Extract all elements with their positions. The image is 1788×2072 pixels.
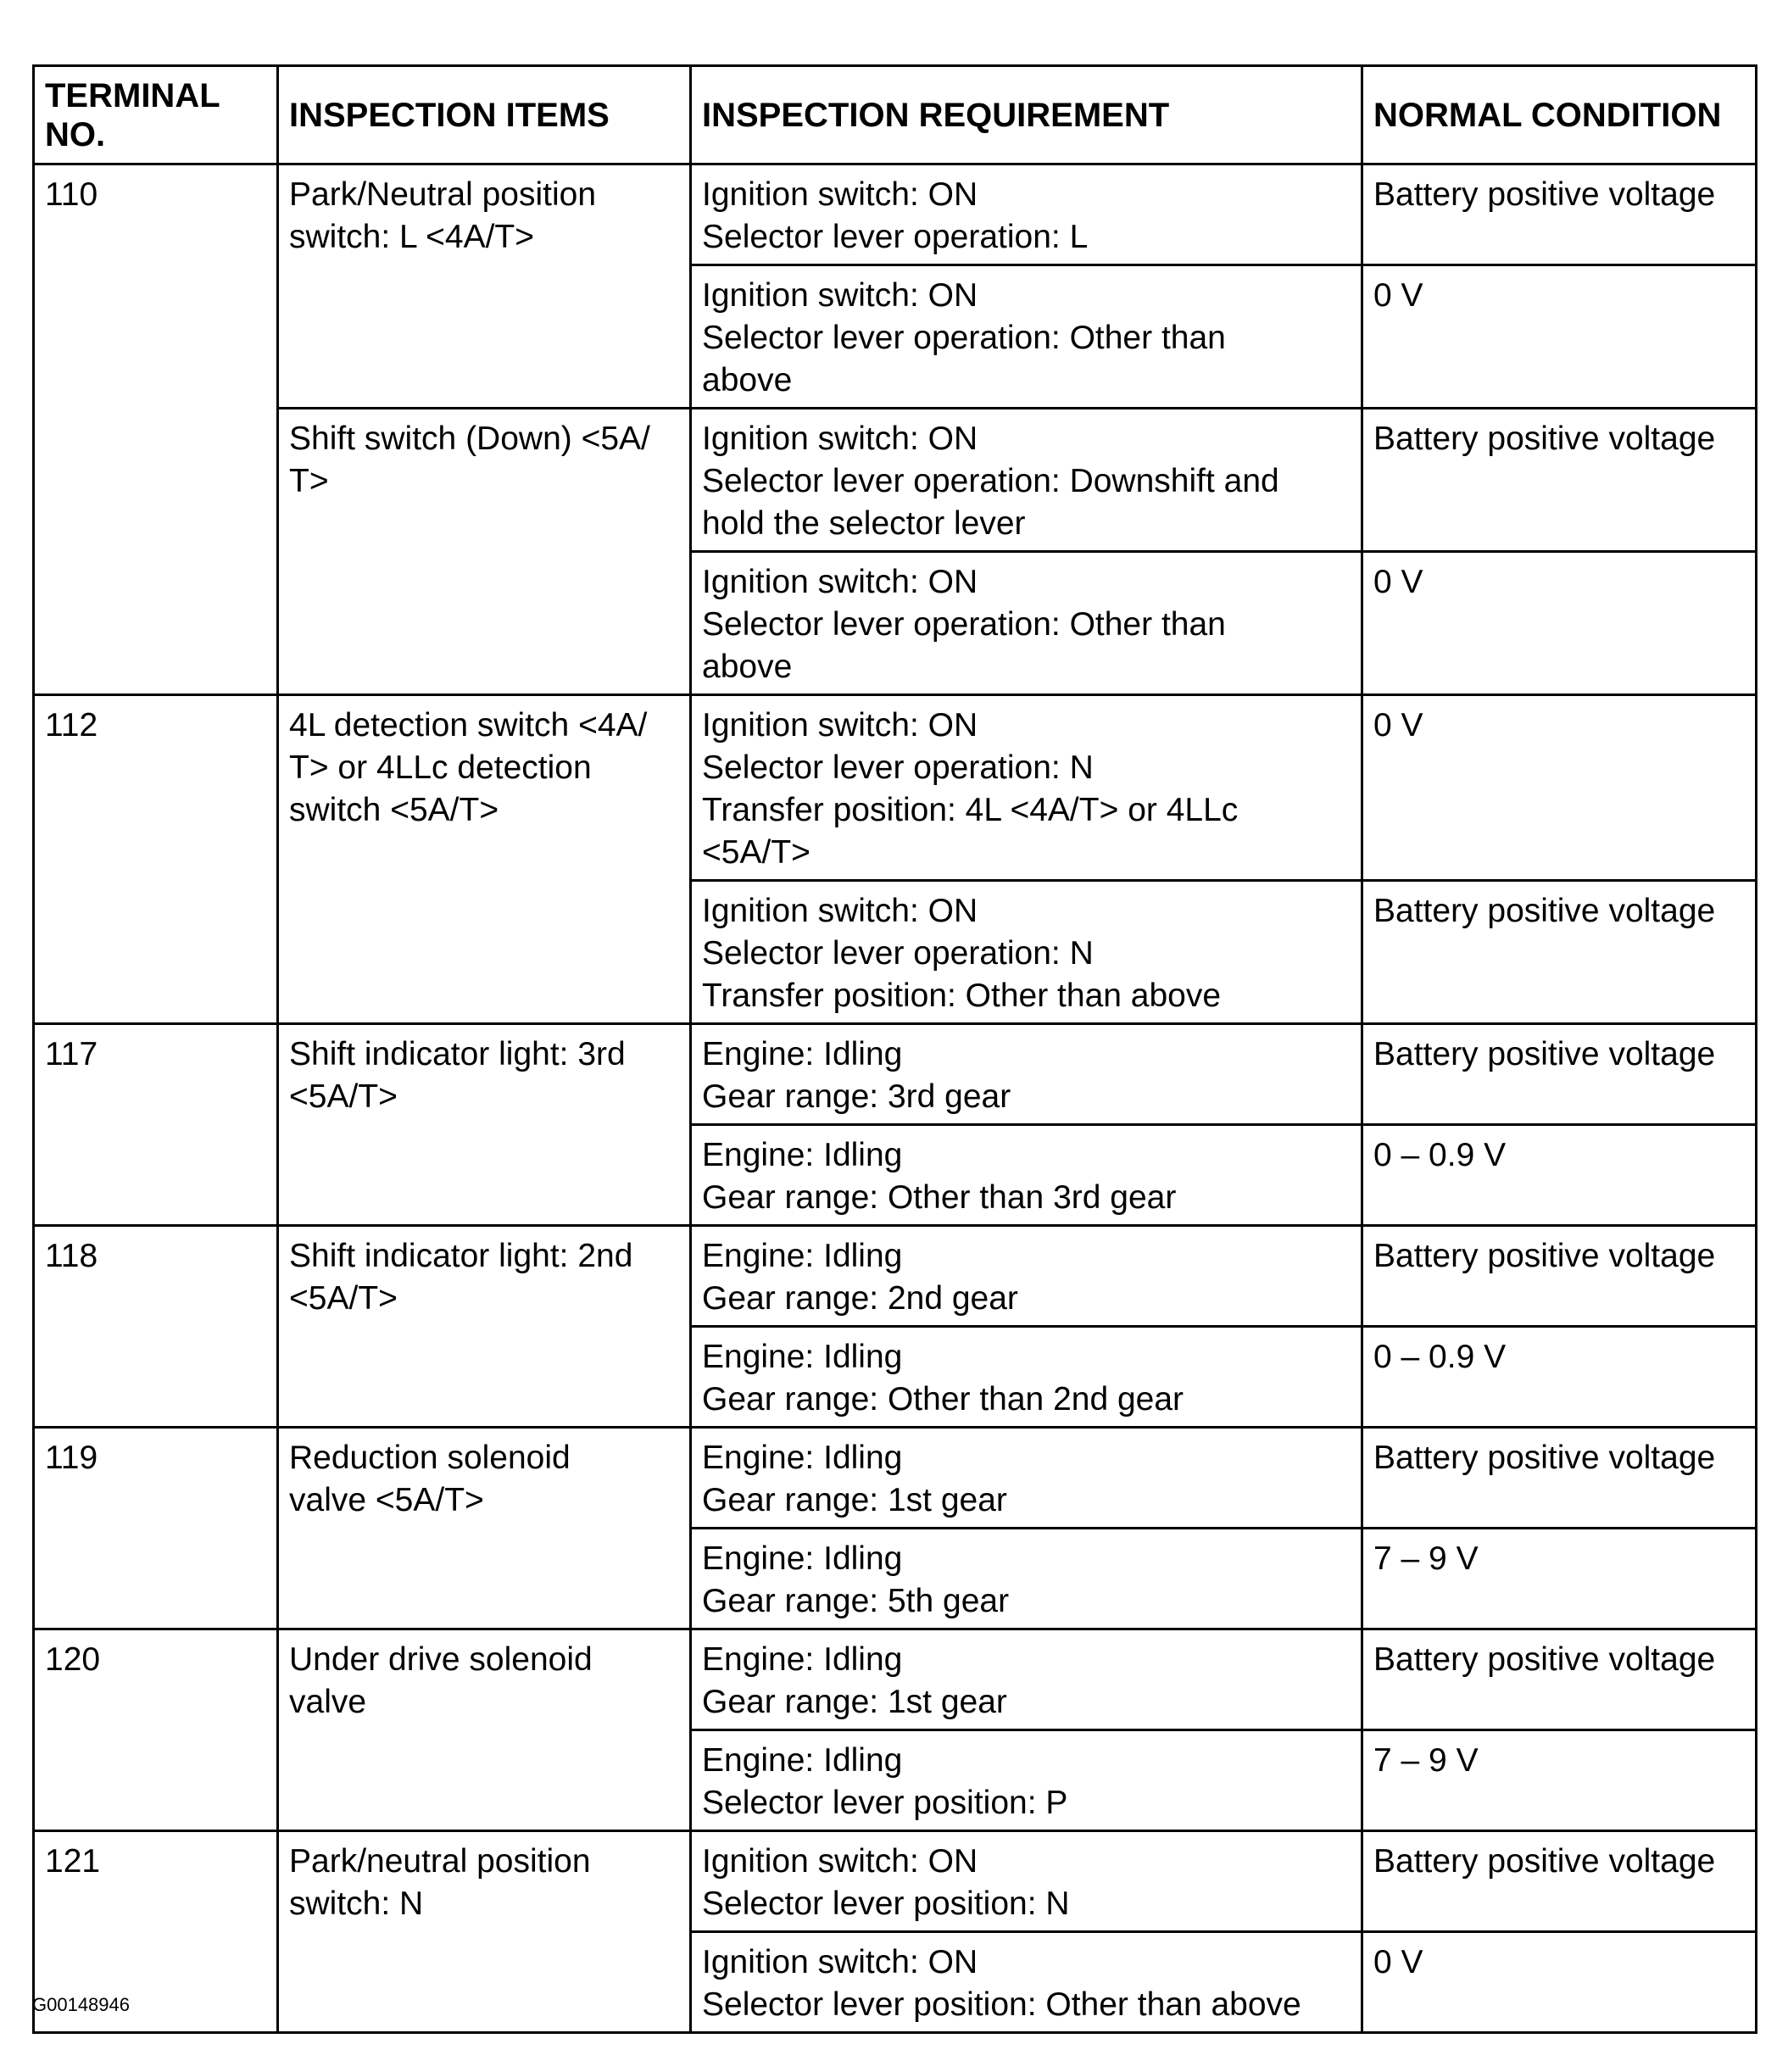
inspection-item-cell: Park/neutral position switch: N (278, 1831, 691, 2033)
inspection-requirement-cell: Ignition switch: ON Selector lever operation: L (691, 164, 1362, 265)
inspection-requirement-cell: Engine: Idling Gear range: Other than 3rd gear (691, 1125, 1362, 1226)
normal-condition-cell: 7 – 9 V (1362, 1529, 1757, 1629)
inspection-requirement-cell: Ignition switch: ON Selector lever position: N (691, 1831, 1362, 1932)
terminal-number-cell: 120 (34, 1629, 278, 1831)
inspection-requirement-cell: Engine: Idling Gear range: 5th gear (691, 1529, 1362, 1629)
terminal-number-cell: 121 (34, 1831, 278, 2033)
normal-condition-cell: 0 V (1362, 265, 1757, 409)
normal-condition-cell: Battery positive voltage (1362, 1024, 1757, 1125)
normal-condition-cell: Battery positive voltage (1362, 164, 1757, 265)
inspection-requirement-cell: Engine: Idling Gear range: 1st gear (691, 1629, 1362, 1730)
table-row (34, 695, 1757, 881)
terminal-number-cell: 119 (34, 1428, 278, 1629)
normal-condition-cell: 0 – 0.9 V (1362, 1125, 1757, 1226)
terminal-number-cell: 112 (34, 695, 278, 1024)
table-row (34, 164, 1757, 265)
table-row (34, 1226, 1757, 1327)
header-inspection-items: INSPECTION ITEMS (278, 66, 691, 164)
inspection-requirement-cell: Engine: Idling Selector lever position: P (691, 1730, 1362, 1831)
terminal-number-cell: 110 (34, 164, 278, 695)
header-inspection-requirement: INSPECTION REQUIREMENT (691, 66, 1362, 164)
table-row (34, 1428, 1757, 1529)
inspection-requirement-cell: Ignition switch: ON Selector lever operation: N Transfer position: Other than above (691, 881, 1362, 1024)
normal-condition-cell: 7 – 9 V (1362, 1730, 1757, 1831)
terminal-number-cell: 117 (34, 1024, 278, 1226)
inspection-requirement-cell: Ignition switch: ON Selector lever position: Other than above (691, 1932, 1362, 2033)
inspection-requirement-cell: Ignition switch: ON Selector lever operation: N Transfer position: 4L <4A/T> or 4LLc <5A/T> (691, 695, 1362, 881)
inspection-requirement-cell: Ignition switch: ON Selector lever operation: Other than above (691, 265, 1362, 409)
table-row (34, 409, 1757, 552)
normal-condition-cell: 0 V (1362, 1932, 1757, 2033)
normal-condition-cell: Battery positive voltage (1362, 1226, 1757, 1327)
inspection-requirement-cell: Ignition switch: ON Selector lever operation: Downshift and hold the selector lever (691, 409, 1362, 552)
inspection-item-cell: Park/Neutral position switch: L <4A/T> (278, 164, 691, 409)
inspection-requirement-cell: Engine: Idling Gear range: Other than 2nd gear (691, 1327, 1362, 1428)
header-normal-condition: NORMAL CONDITION (1362, 66, 1757, 164)
inspection-requirement-cell: Engine: Idling Gear range: 3rd gear (691, 1024, 1362, 1125)
header-terminal-no: TERMINAL NO. (34, 66, 278, 164)
header-row (34, 66, 1757, 164)
normal-condition-cell: Battery positive voltage (1362, 1428, 1757, 1529)
inspection-item-cell: 4L detection switch <4A/ T> or 4LLc detection switch <5A/T> (278, 695, 691, 1024)
table-row (34, 1831, 1757, 1932)
normal-condition-cell: Battery positive voltage (1362, 1629, 1757, 1730)
normal-condition-cell: Battery positive voltage (1362, 1831, 1757, 1932)
inspection-item-cell: Shift indicator light: 3rd <5A/T> (278, 1024, 691, 1226)
figure-id-label: G00148946 (32, 1994, 130, 2015)
normal-condition-cell: Battery positive voltage (1362, 409, 1757, 552)
normal-condition-cell: 0 V (1362, 552, 1757, 695)
normal-condition-cell: 0 – 0.9 V (1362, 1327, 1757, 1428)
terminal-number-cell: 118 (34, 1226, 278, 1428)
table-row (34, 1024, 1757, 1125)
inspection-item-cell: Under drive solenoid valve (278, 1629, 691, 1831)
inspection-table (32, 64, 1757, 2034)
inspection-item-cell: Shift indicator light: 2nd <5A/T> (278, 1226, 691, 1428)
normal-condition-cell: 0 V (1362, 695, 1757, 881)
normal-condition-cell: Battery positive voltage (1362, 881, 1757, 1024)
table-row (34, 1629, 1757, 1730)
inspection-requirement-cell: Engine: Idling Gear range: 2nd gear (691, 1226, 1362, 1327)
inspection-item-cell: Shift switch (Down) <5A/ T> (278, 409, 691, 695)
inspection-requirement-cell: Engine: Idling Gear range: 1st gear (691, 1428, 1362, 1529)
inspection-requirement-cell: Ignition switch: ON Selector lever operation: Other than above (691, 552, 1362, 695)
inspection-item-cell: Reduction solenoid valve <5A/T> (278, 1428, 691, 1629)
